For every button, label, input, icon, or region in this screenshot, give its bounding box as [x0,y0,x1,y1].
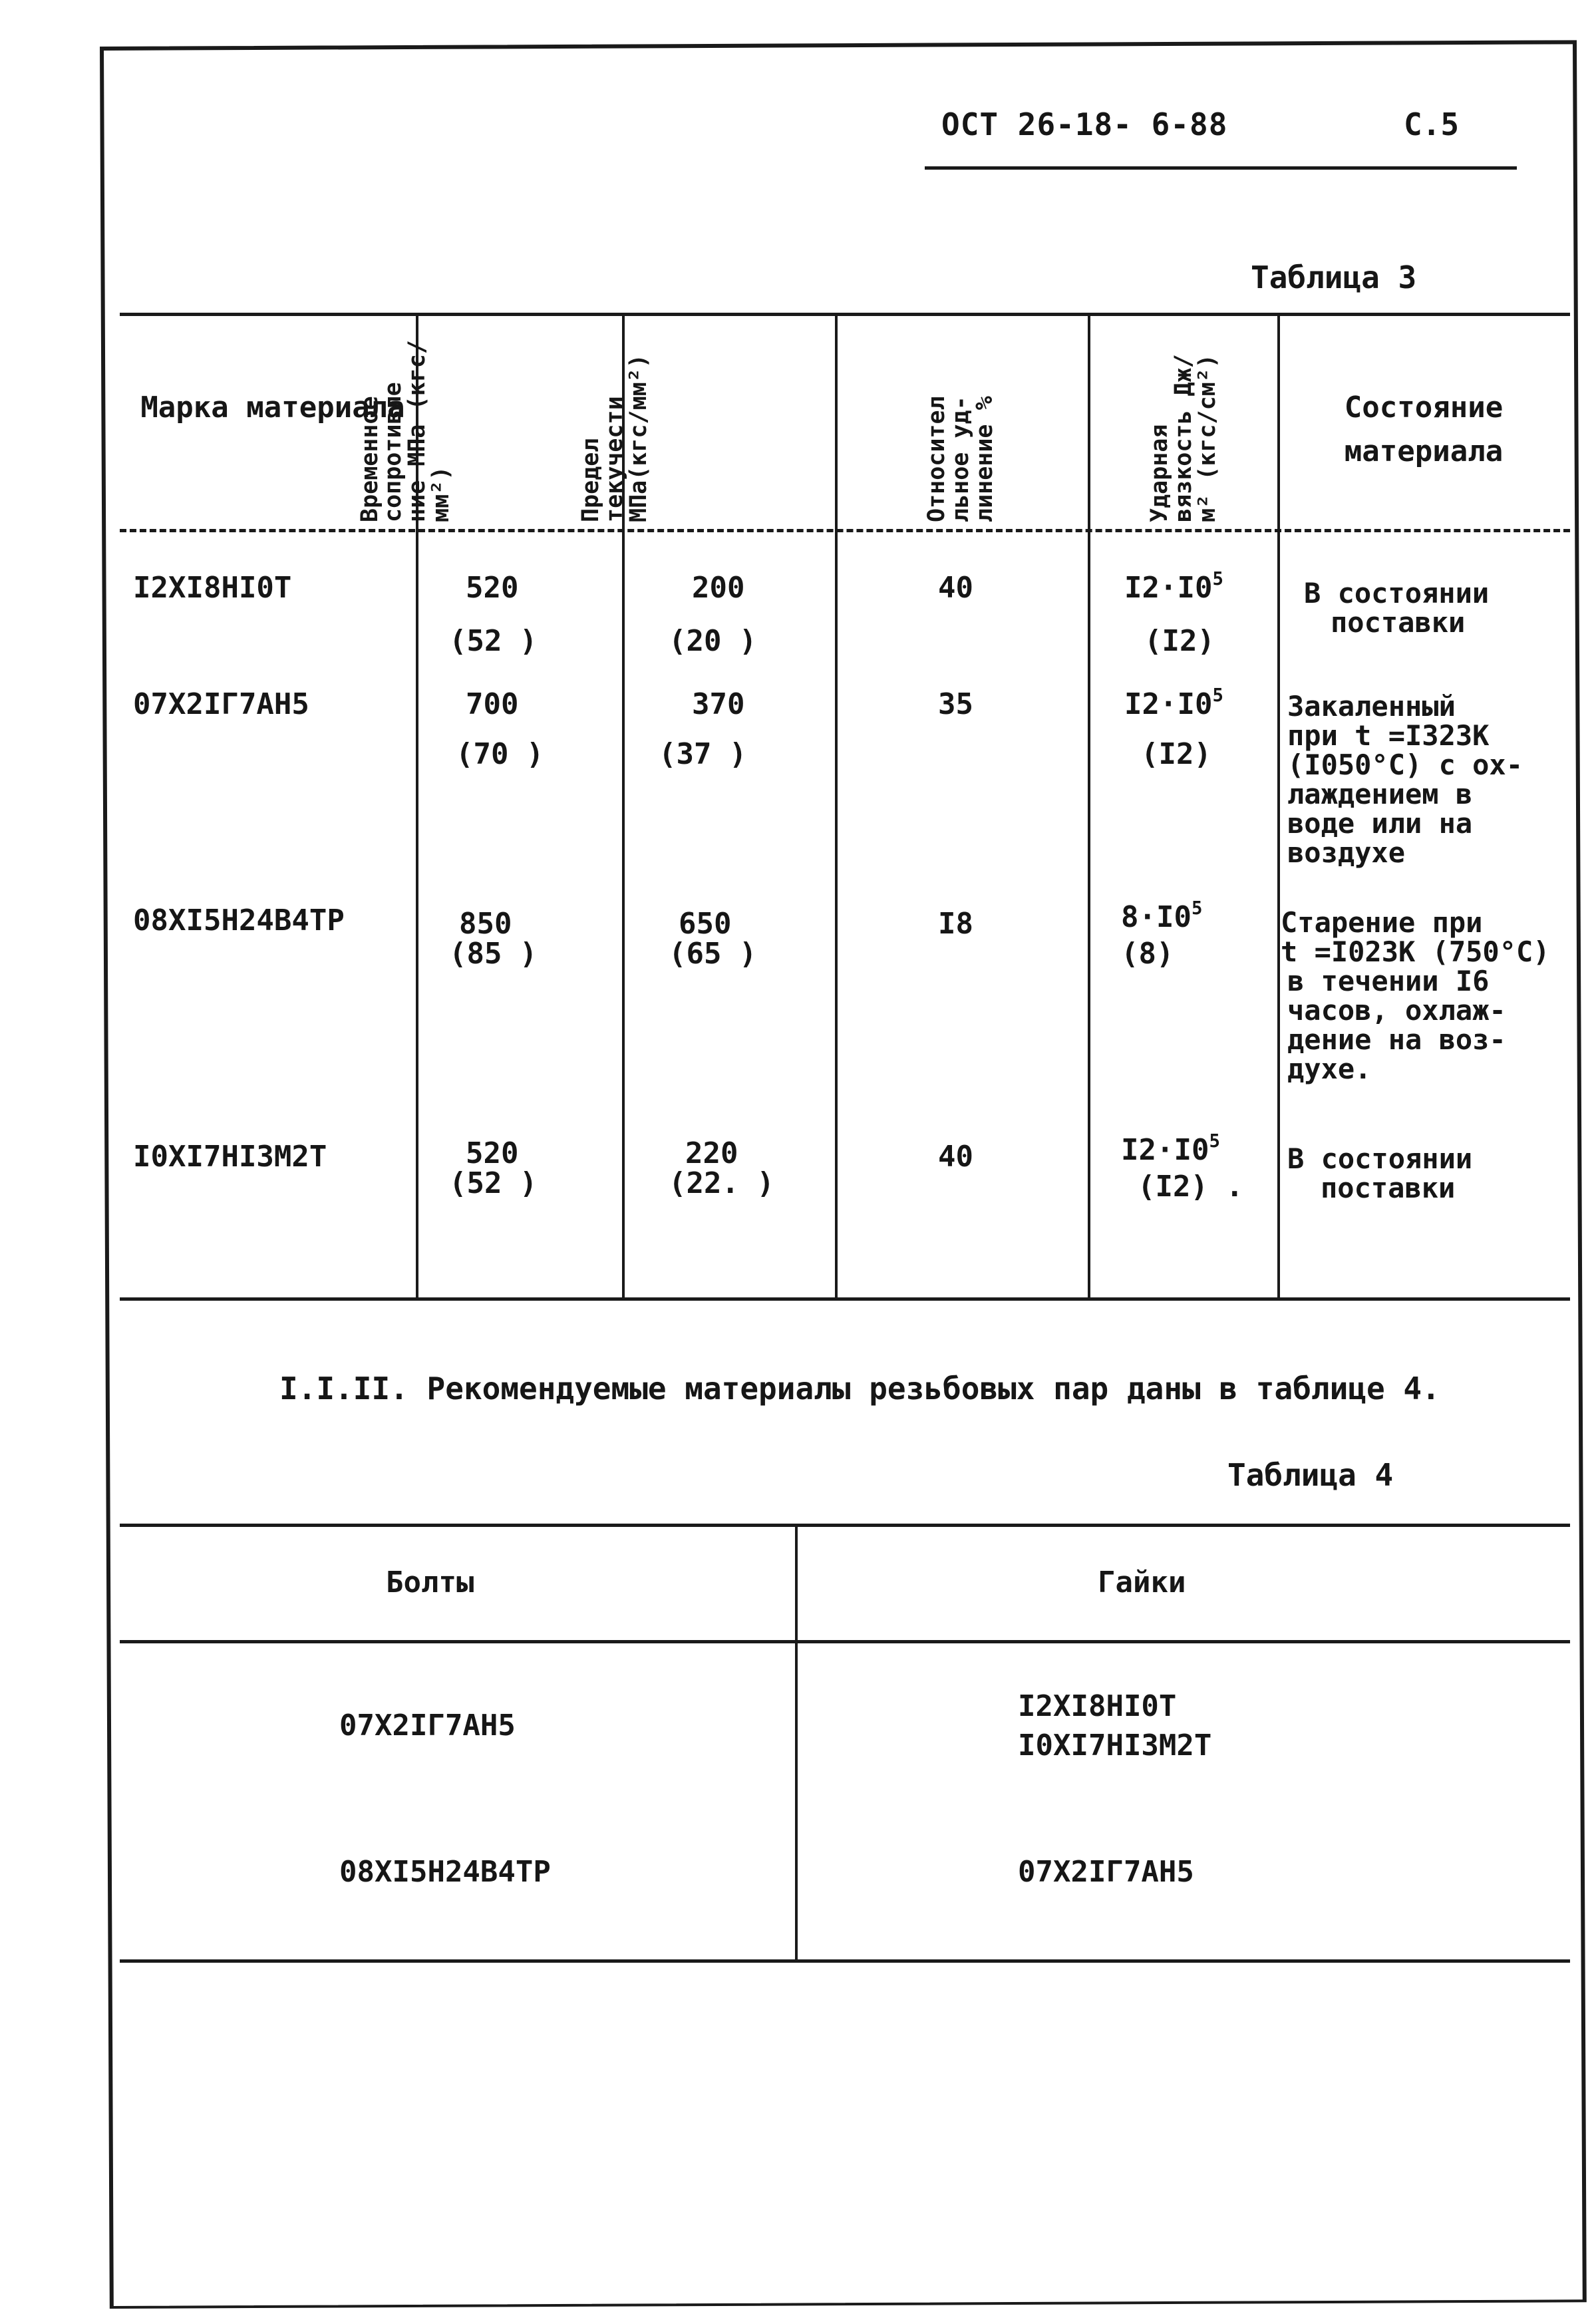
table4-header-rule [120,1640,1570,1643]
state-line: t =I023K (750°C) [1281,935,1550,969]
state-line: в течении I6 [1287,965,1490,998]
strength-cell: 700 [466,687,519,721]
impact-exponent: 5 [1209,1130,1220,1152]
page-number: С.5 [1404,106,1460,142]
table4-top-rule [120,1524,1570,1527]
yield-kgf-cell: (22. ) [669,1166,774,1200]
header-rule [925,166,1517,170]
bolts-cell: 07X2IГ7AH5 [339,1709,516,1742]
state-line: поставки [1321,1172,1456,1205]
state-line: воздухе [1287,836,1406,870]
table3-header-elongation-text: Относител льное уд- линение % [923,396,998,522]
elongation-cell: 40 [938,571,973,605]
state-cell [1287,692,1523,868]
strength-cell: 520 [466,1136,519,1170]
nut-item: I2XI8HI0T [1018,1689,1177,1723]
grade-cell: I2XI8HI0T [133,571,292,605]
bolts-cell: 08XI5H24B4TP [339,1855,551,1889]
table3-bottom-rule [120,1297,1570,1301]
state-line: Закаленный [1287,690,1456,723]
impact-cell [1121,898,1203,934]
grade-cell: 07X2IГ7AH5 [133,687,309,721]
impact-value: I2·I0 [1124,571,1213,605]
table3-header-grade: Марка материала [140,391,405,424]
state-line: Старение при [1281,906,1483,939]
impact-exponent: 5 [1191,898,1203,919]
state-line: воде или на [1287,807,1473,840]
yield-kgf-cell: (20 ) [669,624,757,658]
impact-value: 8·I0 [1121,900,1192,934]
elongation-cell: 40 [938,1140,973,1174]
nuts-cell [1018,1856,1194,1888]
yield-cell: 220 [685,1136,738,1170]
table3-header-impact-text: Ударная вязкость Дж/м² (кгс/см²) [1146,354,1221,522]
nut-item: 07X2IГ7AH5 [1018,1855,1194,1889]
state-line: В состоянии [1304,577,1490,609]
state-cell [1287,1144,1472,1203]
strength-cell: 850 [459,907,512,941]
nut-item: I0XI7HI3M2T [1018,1729,1212,1763]
state-line: дение на воз- [1287,1023,1506,1057]
table3-header-state: Состояние материала [1344,391,1504,468]
strength-cell: 520 [466,571,519,605]
state-line: поставки [1331,606,1466,639]
yield-cell: 200 [692,571,745,605]
state-line: (I050°C) с ох- [1287,748,1523,782]
table4-header-bolts: Болты [386,1566,474,1599]
impact-kgf-cell: (8) [1121,937,1174,971]
strength-kgf-cell: (85 ) [449,937,538,971]
impact-cell [1124,685,1223,721]
state-line: духе. [1287,1053,1372,1086]
yield-kgf-cell: (37 ) [659,737,747,771]
document-code: ОСТ 26-18- 6-88 [941,106,1228,142]
state-cell [1281,908,1550,1084]
table3-caption: Таблица 3 [1251,259,1417,295]
state-line: В состоянии [1287,1142,1473,1175]
table3-header-strength-text: Временное сопротивле ние МПа (кгс/мм²) [356,340,454,522]
table4-caption: Таблица 4 [1227,1457,1394,1493]
yield-cell: 370 [692,687,745,721]
nuts-cell [1018,1687,1211,1766]
state-line: лаждением в [1287,778,1473,811]
state-line: при t =I323K [1287,719,1490,752]
table3-header-elongation [865,329,1058,522]
table3-col-divider [835,313,838,1297]
impact-kgf-cell: (I2) [1141,737,1211,771]
table3-header-impact [1088,329,1281,522]
table3-header-yield [519,329,712,522]
state-line: часов, охлаж- [1287,994,1506,1027]
impact-kgf-cell: (I2) [1144,624,1215,658]
paragraph-text: I.I.II. Рекомендуемые материалы резьбовых пар даны в таблице 4. [279,1371,1440,1407]
yield-kgf-cell: (65 ) [669,937,757,971]
impact-value: I2·I0 [1121,1133,1209,1167]
yield-cell: 650 [679,907,732,941]
table3-header-yield-text: Предел текучести МПа(кгс/мм²) [577,354,652,522]
table3-top-rule [120,313,1570,316]
table3-header-strength [309,329,502,522]
table4-bottom-rule [120,1959,1570,1963]
strength-kgf-cell: (52 ) [449,624,538,658]
strength-kgf-cell: (70 ) [456,737,544,771]
strength-kgf-cell: (52 ) [449,1166,538,1200]
table4-header-nuts: Гайки [1098,1566,1186,1599]
grade-cell: 08XI5H24B4TP [133,904,345,937]
elongation-cell: 35 [938,687,973,721]
table3-header-rule [120,529,1570,532]
impact-cell [1124,568,1223,605]
table4-col-divider [795,1524,798,1959]
impact-value: I2·I0 [1124,687,1213,721]
impact-exponent: 5 [1212,568,1223,589]
impact-exponent: 5 [1212,685,1223,706]
impact-kgf-cell: (I2) . [1138,1170,1243,1204]
grade-cell: I0XI7HI3M2T [133,1140,327,1174]
elongation-cell: I8 [938,907,973,941]
state-cell [1304,579,1489,637]
impact-cell [1121,1130,1220,1167]
